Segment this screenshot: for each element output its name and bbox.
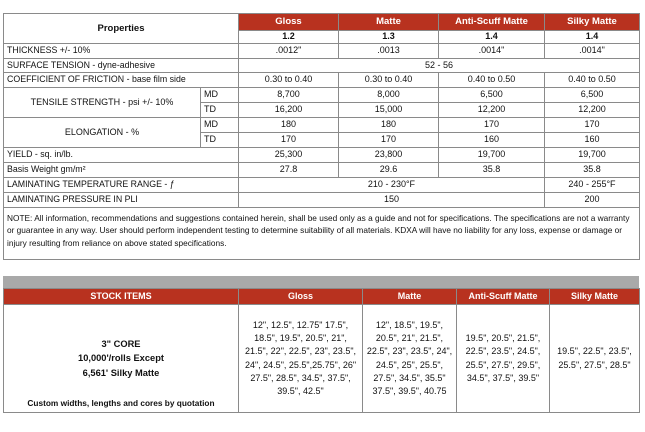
table-cell: 150 <box>239 193 545 208</box>
elongation-md-row <box>4 118 640 133</box>
anti-scuff-widths: 19.5", 20.5", 21.5", 22.5", 23.5", 24.5", 25.5", 27.5", 29.5", 34.5", 37.5", 39.5" <box>457 305 550 413</box>
table-cell: 52 - 56 <box>239 59 640 73</box>
table-cell: 23,800 <box>339 148 439 163</box>
table-cell: 0.40 to 0.50 <box>439 73 545 88</box>
table-cell: 16,200 <box>239 103 339 118</box>
core-line-1: 3" CORE <box>101 338 141 349</box>
table-cell: 170 <box>339 133 439 148</box>
table-cell: 29.6 <box>339 163 439 178</box>
table-cell: 170 <box>439 118 545 133</box>
table-cell: 160 <box>545 133 640 148</box>
col-header-silky: Silky Matte <box>545 14 640 31</box>
stock-col-matte: Matte <box>363 289 457 305</box>
col-header-matte: Matte <box>339 14 439 31</box>
surface-tension-row <box>4 59 640 73</box>
table-cell: 180 <box>339 118 439 133</box>
lam-pressure-label: LAMINATING PRESSURE IN PLI <box>4 193 239 208</box>
cof-row <box>4 73 640 88</box>
custom-note: Custom widths, lengths and cores by quotation <box>27 397 215 408</box>
table-cell: 160 <box>439 133 545 148</box>
stock-items-header: STOCK ITEMS <box>4 289 239 305</box>
table-cell: 8,000 <box>339 88 439 103</box>
td-label: TD <box>201 103 239 118</box>
table-cell: .0014" <box>545 44 640 59</box>
table-cell: 6,500 <box>545 88 640 103</box>
yield-label: YIELD - sq. in/lb. <box>4 148 239 163</box>
table-cell: 210 - 230°F <box>239 178 545 193</box>
thickness-label: THICKNESS +/- 10% <box>4 44 239 59</box>
stock-items-table <box>3 288 640 413</box>
core-info-cell <box>4 305 239 413</box>
matte-widths: 12", 18.5", 19.5", 20.5", 21", 21.5", 22.5", 23", 23.5", 24", 24.5", 25", 25.5", 27.5", 34.5", 35.5" 37.5", 39.5", 40.75 <box>363 305 457 413</box>
disclaimer-note: NOTE: All information, recommendations and suggestions contained herein, shall be used only as a guide and not for specifications. The specifications are not a warranty or guarantee in any way. User should perform independent testing to determine suitability of all materials. KDXA will have no liability for any loss, expense or damage or injury resulting from reliance on above stated specifications. <box>4 208 640 260</box>
table-cell: 19,700 <box>439 148 545 163</box>
table-cell: 19,700 <box>545 148 640 163</box>
basis-weight-label: Basis Weight gm/m² <box>4 163 239 178</box>
yield-row <box>4 148 640 163</box>
code-gloss: 1.2 <box>239 31 339 44</box>
col-header-gloss: Gloss <box>239 14 339 31</box>
table-cell: 0.40 to 0.50 <box>545 73 640 88</box>
code-silky: 1.4 <box>545 31 640 44</box>
table-cell: 200 <box>545 193 640 208</box>
silky-widths: 19.5", 22.5", 23.5", 25.5", 27.5", 28.5" <box>550 305 640 413</box>
table-cell: 0.30 to 0.40 <box>239 73 339 88</box>
lam-temp-label: LAMINATING TEMPERATURE RANGE - ƒ <box>4 178 239 193</box>
stock-col-anti-scuff: Anti-Scuff Matte <box>457 289 550 305</box>
table-cell: 12,200 <box>439 103 545 118</box>
core-line-3: 6,561' Silky Matte <box>82 367 160 378</box>
md-label: MD <box>201 118 239 133</box>
properties-table <box>3 13 640 260</box>
gloss-widths: 12", 12.5", 12.75" 17.5", 18.5", 19.5", 20.5", 21", 21.5", 22", 22.5", 23", 23.5", 24", 24.5", 25.5",25.75", 26" 27.5", 28.5", 34.5", 37.5", 39.5", 42.5" <box>239 305 363 413</box>
col-header-anti-scuff: Anti-Scuff Matte <box>439 14 545 31</box>
table-cell: 6,500 <box>439 88 545 103</box>
tensile-md-row <box>4 88 640 103</box>
table-cell: 180 <box>239 118 339 133</box>
td-label: TD <box>201 133 239 148</box>
core-line-2: 10,000'/rolls Except <box>78 353 164 364</box>
code-anti-scuff: 1.4 <box>439 31 545 44</box>
table-cell: 25,300 <box>239 148 339 163</box>
table-cell: 240 - 255°F <box>545 178 640 193</box>
basis-weight-row <box>4 163 640 178</box>
table-cell: 8,700 <box>239 88 339 103</box>
cof-label: COEFFICIENT OF FRICTION - base film side <box>4 73 239 88</box>
table-cell: 27.8 <box>239 163 339 178</box>
md-label: MD <box>201 88 239 103</box>
code-matte: 1.3 <box>339 31 439 44</box>
table-cell: 15,000 <box>339 103 439 118</box>
table-cell: 170 <box>545 118 640 133</box>
properties-header: Properties <box>4 14 239 44</box>
section-divider <box>3 276 639 288</box>
table-cell: 35.8 <box>439 163 545 178</box>
thickness-row <box>4 44 640 59</box>
table-cell: 35.8 <box>545 163 640 178</box>
lam-pressure-row <box>4 193 640 208</box>
stock-col-silky: Silky Matte <box>550 289 640 305</box>
table-cell: 12,200 <box>545 103 640 118</box>
table-cell: 0.30 to 0.40 <box>339 73 439 88</box>
table-cell: 170 <box>239 133 339 148</box>
table-cell: .0012" <box>239 44 339 59</box>
surface-tension-label: SURFACE TENSION - dyne-adhesive <box>4 59 239 73</box>
stock-col-gloss: Gloss <box>239 289 363 305</box>
table-cell: .0014" <box>439 44 545 59</box>
tensile-label: TENSILE STRENGTH - psi +/- 10% <box>4 88 201 118</box>
lam-temp-row <box>4 178 640 193</box>
table-cell: .0013 <box>339 44 439 59</box>
elongation-label: ELONGATION - % <box>4 118 201 148</box>
